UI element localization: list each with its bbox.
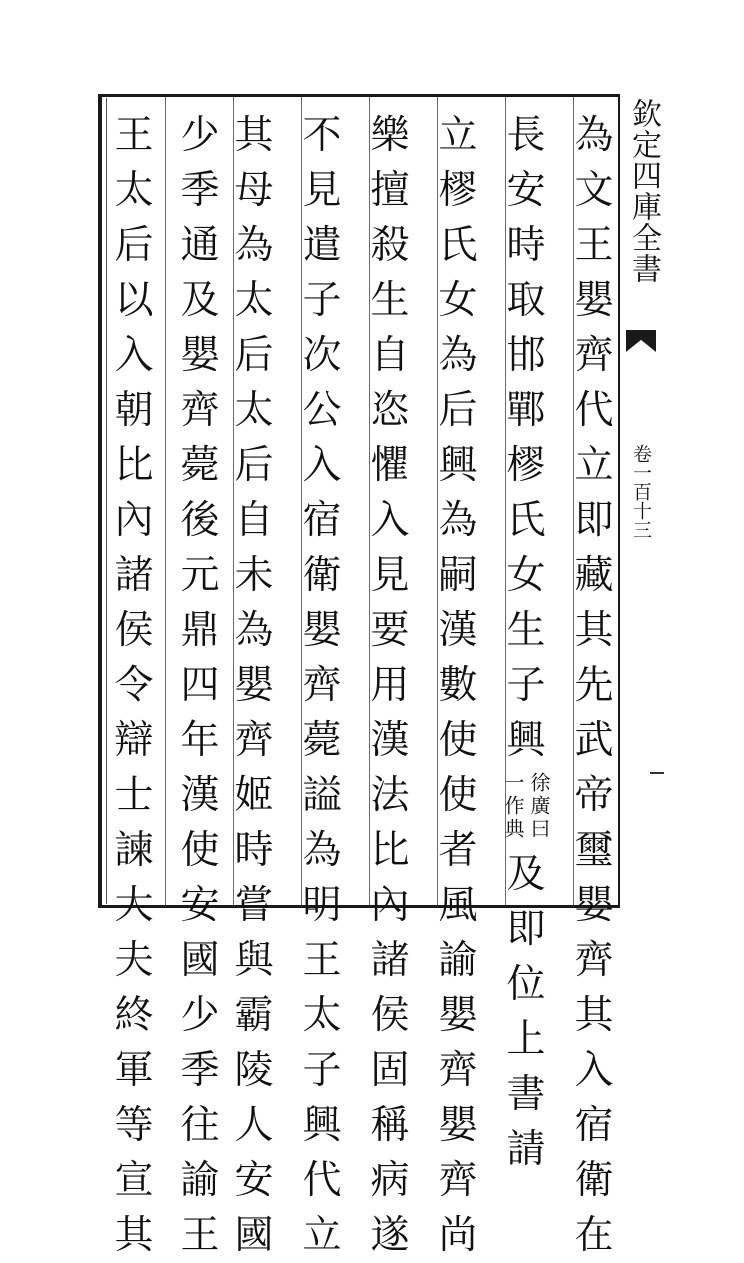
text-character: 季 xyxy=(180,1048,220,1093)
text-character: 等 xyxy=(114,1103,154,1148)
text-character: 漢 xyxy=(180,773,220,818)
text-character: 次 xyxy=(302,333,342,378)
text-character: 嬰 xyxy=(574,278,614,323)
text-character: 遣 xyxy=(302,223,342,268)
text-character: 病 xyxy=(370,1158,410,1203)
text-character: 入 xyxy=(370,498,410,543)
text-character: 齊 xyxy=(302,663,342,708)
text-character: 殺 xyxy=(370,223,410,268)
text-character: 其 xyxy=(114,1213,154,1258)
text-character: 母 xyxy=(234,168,274,213)
text-character: 書 xyxy=(506,1072,546,1117)
text-character: 辯 xyxy=(114,718,154,763)
text-character: 少 xyxy=(180,993,220,1038)
text-character: 霸 xyxy=(234,993,274,1038)
text-character: 嬰 xyxy=(302,608,342,653)
text-character: 以 xyxy=(114,278,154,323)
text-character: 諭 xyxy=(438,938,478,983)
note-line: 徐廣曰 xyxy=(527,772,551,841)
text-character: 時 xyxy=(506,223,546,268)
text-character: 見 xyxy=(370,553,410,598)
text-character: 自 xyxy=(370,333,410,378)
text-character: 代 xyxy=(302,1158,342,1203)
text-character: 朝 xyxy=(114,388,154,433)
text-character: 往 xyxy=(180,1103,220,1148)
volume-label: 卷一百十三 xyxy=(630,444,652,539)
text-character: 氏 xyxy=(506,498,546,543)
text-character: 武 xyxy=(574,718,614,763)
text-character: 後 xyxy=(180,498,220,543)
text-character: 諸 xyxy=(114,553,154,598)
text-character: 帝 xyxy=(574,773,614,818)
text-character: 安 xyxy=(506,168,546,213)
text-character: 入 xyxy=(574,1048,614,1093)
note-line: 一作典 xyxy=(501,772,525,841)
text-character: 齊 xyxy=(574,333,614,378)
text-character: 太 xyxy=(114,168,154,213)
text-character: 其 xyxy=(574,608,614,653)
text-character: 樛 xyxy=(438,168,478,213)
text-character: 嬰 xyxy=(234,663,274,708)
text-character: 內 xyxy=(370,883,410,928)
text-character: 夫 xyxy=(114,938,154,983)
text-character: 入 xyxy=(302,443,342,488)
text-character: 子 xyxy=(302,278,342,323)
text-character: 大 xyxy=(114,883,154,928)
text-character: 氏 xyxy=(438,223,478,268)
text-character: 擅 xyxy=(370,168,410,213)
text-character: 諫 xyxy=(114,828,154,873)
text-character: 齊 xyxy=(574,938,614,983)
text-character: 公 xyxy=(302,388,342,433)
text-character: 終 xyxy=(114,993,154,1038)
text-character: 子 xyxy=(302,1048,342,1093)
text-character: 上 xyxy=(506,1017,546,1062)
text-column xyxy=(568,108,620,1263)
text-character: 齊 xyxy=(438,1158,478,1203)
text-character: 者 xyxy=(438,828,478,873)
text-character: 使 xyxy=(438,773,478,818)
text-character: 諭 xyxy=(180,1158,220,1203)
text-character: 生 xyxy=(506,608,546,653)
text-character: 在 xyxy=(574,1213,614,1258)
text-character: 為 xyxy=(302,828,342,873)
text-character: 興 xyxy=(302,1103,342,1148)
text-character: 衛 xyxy=(302,553,342,598)
text-character: 侯 xyxy=(114,608,154,653)
text-character: 藏 xyxy=(574,553,614,598)
text-character: 為 xyxy=(574,113,614,158)
text-character: 及 xyxy=(506,852,546,897)
text-character: 為 xyxy=(234,608,274,653)
text-character: 為 xyxy=(234,223,274,268)
text-character: 衛 xyxy=(574,1158,614,1203)
text-character: 稱 xyxy=(370,1103,410,1148)
text-character: 后 xyxy=(234,443,274,488)
text-character: 太 xyxy=(302,993,342,1038)
text-character: 后 xyxy=(234,333,274,378)
text-character: 安 xyxy=(234,1158,274,1203)
text-character: 王 xyxy=(302,938,342,983)
text-character: 子 xyxy=(506,663,546,708)
text-character: 恣 xyxy=(370,388,410,433)
text-character: 年 xyxy=(180,718,220,763)
text-character: 后 xyxy=(114,223,154,268)
text-character: 薨 xyxy=(180,443,220,488)
text-character: 尚 xyxy=(438,1213,478,1258)
text-character: 國 xyxy=(180,938,220,983)
text-character: 璽 xyxy=(574,828,614,873)
text-character: 即 xyxy=(574,498,614,543)
text-character: 王 xyxy=(574,223,614,268)
text-character: 比 xyxy=(370,828,410,873)
text-character: 文 xyxy=(574,168,614,213)
text-character: 取 xyxy=(506,278,546,323)
text-character: 立 xyxy=(574,443,614,488)
text-character: 為 xyxy=(438,498,478,543)
text-character: 季 xyxy=(180,168,220,213)
text-column xyxy=(174,108,226,1263)
text-character: 漢 xyxy=(370,718,410,763)
text-character: 要 xyxy=(370,608,410,653)
text-character: 用 xyxy=(370,663,410,708)
text-column xyxy=(364,108,416,1263)
text-character: 明 xyxy=(302,883,342,928)
text-character: 嬰 xyxy=(574,883,614,928)
text-character: 興 xyxy=(438,443,478,488)
text-character: 內 xyxy=(114,498,154,543)
text-character: 齊 xyxy=(438,1048,478,1093)
text-character: 固 xyxy=(370,1048,410,1093)
text-character: 宿 xyxy=(574,1103,614,1148)
text-character: 薨 xyxy=(302,718,342,763)
text-column xyxy=(296,108,348,1263)
text-character: 使 xyxy=(180,828,220,873)
text-character: 令 xyxy=(114,663,154,708)
text-character: 未 xyxy=(234,553,274,598)
text-character: 嘗 xyxy=(234,883,274,928)
text-character: 女 xyxy=(506,553,546,598)
text-column xyxy=(500,108,552,1177)
text-character: 自 xyxy=(234,498,274,543)
text-character: 宣 xyxy=(114,1158,154,1203)
text-character: 樛 xyxy=(506,443,546,488)
text-character: 與 xyxy=(234,938,274,983)
text-character: 其 xyxy=(234,113,274,158)
text-character: 謚 xyxy=(302,773,342,818)
text-character: 女 xyxy=(438,278,478,323)
text-character: 樂 xyxy=(370,113,410,158)
text-character: 使 xyxy=(438,718,478,763)
text-character: 入 xyxy=(114,333,154,378)
text-character: 不 xyxy=(302,113,342,158)
text-character: 及 xyxy=(180,278,220,323)
text-character: 為 xyxy=(438,333,478,378)
text-character: 先 xyxy=(574,663,614,708)
text-character: 生 xyxy=(370,278,410,323)
text-character: 懼 xyxy=(370,443,410,488)
text-character: 齊 xyxy=(180,388,220,433)
text-character: 人 xyxy=(234,1103,274,1148)
series-title: 欽定四庫全書 xyxy=(626,98,661,284)
text-character: 立 xyxy=(438,113,478,158)
text-character: 國 xyxy=(234,1213,274,1258)
text-character: 太 xyxy=(234,278,274,323)
text-character: 漢 xyxy=(438,608,478,653)
text-character: 齊 xyxy=(234,718,274,763)
text-character: 嗣 xyxy=(438,553,478,598)
text-character: 后 xyxy=(438,388,478,433)
text-column xyxy=(228,108,280,1263)
text-character: 法 xyxy=(370,773,410,818)
text-character: 即 xyxy=(506,907,546,952)
text-character: 嬰 xyxy=(438,1103,478,1148)
text-character: 請 xyxy=(506,1127,546,1172)
gutter-tick xyxy=(650,772,664,774)
text-character: 宿 xyxy=(302,498,342,543)
text-character: 侯 xyxy=(370,993,410,1038)
text-character: 立 xyxy=(302,1213,342,1258)
text-character: 鄲 xyxy=(506,388,546,433)
text-character: 少 xyxy=(180,113,220,158)
text-character: 王 xyxy=(114,113,154,158)
text-character: 興 xyxy=(506,718,546,763)
text-character: 元 xyxy=(180,553,220,598)
text-character: 比 xyxy=(114,443,154,488)
text-character: 太 xyxy=(234,388,274,433)
text-character: 姬 xyxy=(234,773,274,818)
text-character: 位 xyxy=(506,962,546,1007)
text-character: 其 xyxy=(574,993,614,1038)
text-character: 陵 xyxy=(234,1048,274,1093)
text-character: 軍 xyxy=(114,1048,154,1093)
text-character: 王 xyxy=(180,1213,220,1258)
text-character: 代 xyxy=(574,388,614,433)
text-character: 見 xyxy=(302,168,342,213)
text-character: 士 xyxy=(114,773,154,818)
text-character: 安 xyxy=(180,883,220,928)
text-column xyxy=(108,108,160,1263)
text-character: 諸 xyxy=(370,938,410,983)
text-character: 嬰 xyxy=(180,333,220,378)
text-character: 通 xyxy=(180,223,220,268)
text-character: 數 xyxy=(438,663,478,708)
text-character: 時 xyxy=(234,828,274,873)
text-character: 遂 xyxy=(370,1213,410,1258)
text-character: 四 xyxy=(180,663,220,708)
column-divider xyxy=(165,97,166,905)
text-character: 風 xyxy=(438,883,478,928)
text-character: 嬰 xyxy=(438,993,478,1038)
text-character: 邯 xyxy=(506,333,546,378)
text-character: 鼎 xyxy=(180,608,220,653)
text-column xyxy=(432,108,484,1263)
border-inner-line xyxy=(106,98,107,904)
text-character: 長 xyxy=(506,113,546,158)
